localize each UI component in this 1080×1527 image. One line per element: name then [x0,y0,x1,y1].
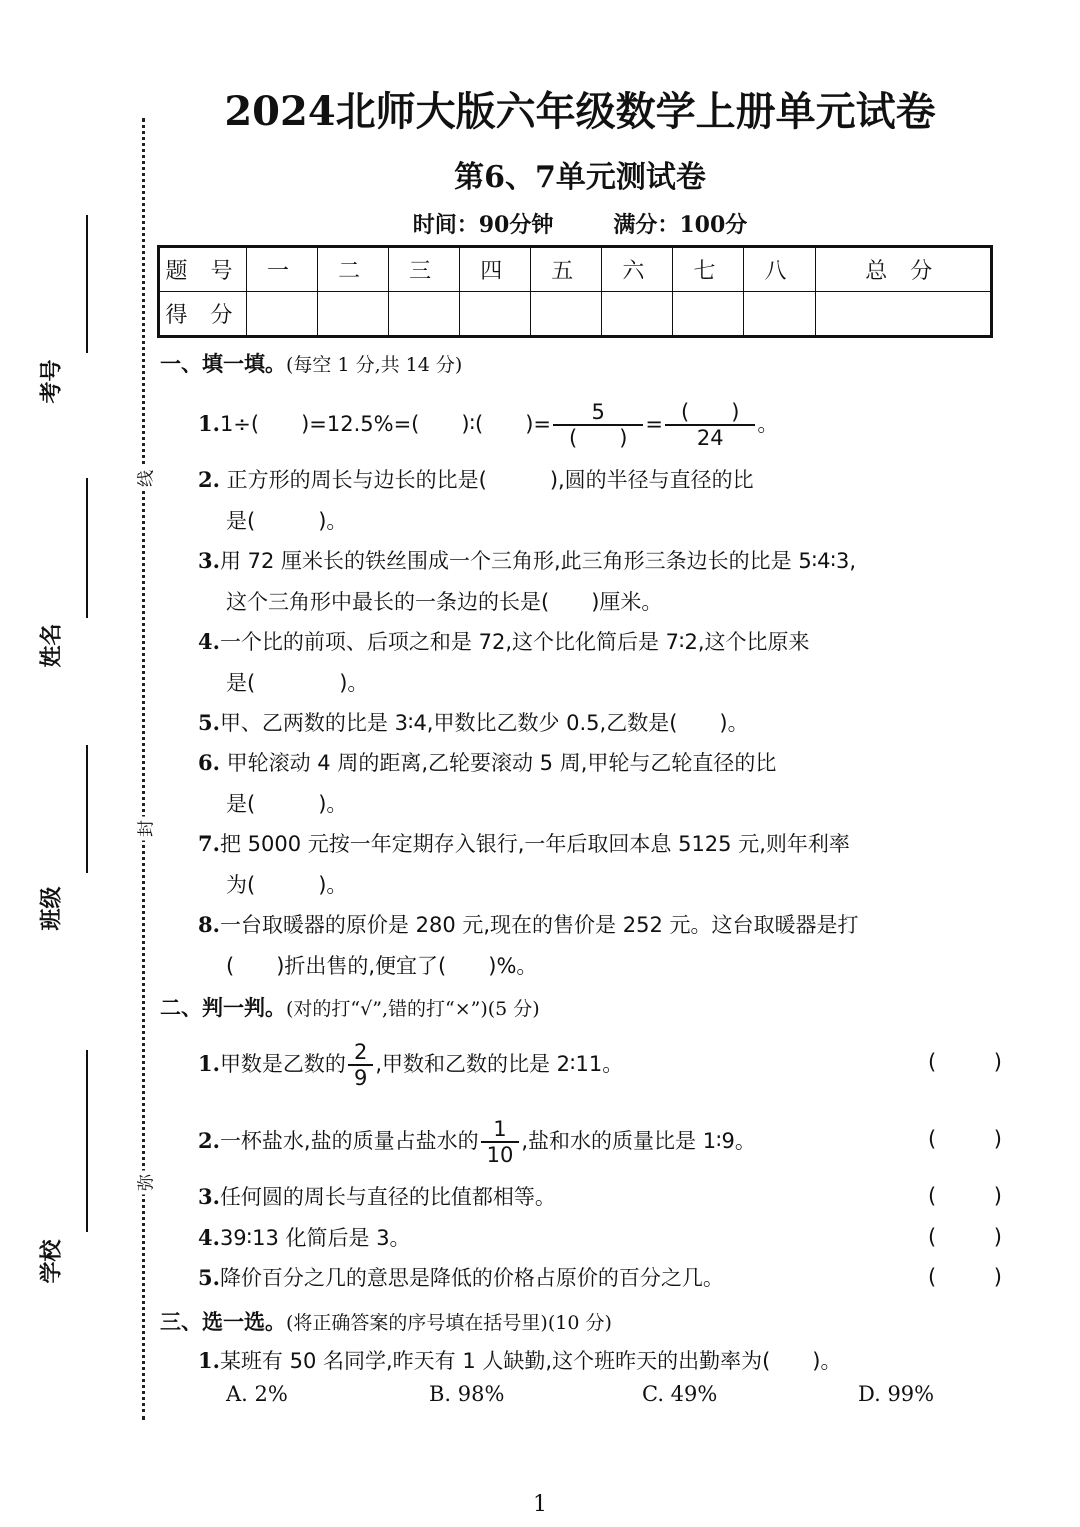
question-number: 4. [198,1225,220,1250]
exam-meta [150,208,1010,239]
fraction [665,400,755,450]
section-1-note: (每空 1 分,共 14 分) [286,354,463,376]
full-score: 满分：100分 [613,212,748,238]
question-text: 39∶13 化简后是 3。 [219,1226,411,1250]
question-number: 8. [198,912,220,937]
denominator-blank[interactable]: ( ) [569,426,628,450]
exam-subtitle: 第6、7单元测试卷 [454,160,706,195]
question-text-cont: 是( )。 [226,671,369,695]
denominator: 9 [353,1066,368,1090]
answer-blank[interactable] [928,1217,1002,1258]
paren-open: ( [928,1050,937,1074]
question-number: 1. [198,411,220,436]
question-text: 降价百分之几的意思是降低的价格占原价的百分之几。 [219,1266,724,1290]
paren-close: ) [993,1265,1002,1289]
s1-question-7 [198,823,1008,906]
paren-close: ) [993,1184,1002,1208]
exam-title: 2024北师大版六年级数学上册单元试卷 [224,88,936,135]
score-header-cell: 四 [460,247,531,292]
question-text: 甲轮滚动 4 周的距离,乙轮要滚动 5 周,甲轮与乙轮直径的比 [226,751,777,775]
seal-word-mi: 弥 [132,1171,157,1195]
seal-word-xian: 线 [132,467,157,491]
s2-question-4 [198,1217,1008,1259]
section-3-note: (将正确答案的序号填在括号里)(10 分) [286,1312,612,1334]
score-input-cell[interactable] [744,292,815,337]
s2-question-1 [198,1040,1008,1090]
score-row-label: 得 分 [159,292,247,337]
question-text-cont: 是( )。 [226,509,348,533]
answer-blank[interactable] [928,1119,1002,1160]
question-text: 1÷( )=12.5%=( )∶( )= [219,412,552,436]
option-b[interactable]: B. 98% [429,1382,505,1406]
score-table-score-row [159,292,992,337]
question-number: 3. [198,1184,220,1209]
denominator: 10 [486,1143,514,1167]
school-label: 学校 [39,1239,65,1284]
score-header-cell: 二 [318,247,389,292]
class-line[interactable] [86,745,88,873]
score-header-cell: 三 [389,247,460,292]
paren-close: ) [993,1050,1002,1074]
question-text: 用 72 厘米长的铁丝围成一个三角形,此三角形三条边长的比是 5∶4∶3, [219,549,857,573]
score-header-cell: 八 [744,247,815,292]
question-text: 一个比的前项、后项之和是 72,这个比化简后是 7∶2,这个比原来 [219,630,810,654]
score-header-cell: 六 [602,247,673,292]
time-limit: 时间：90分钟 [412,212,554,238]
option-d[interactable]: D. 99% [858,1382,935,1406]
s1-question-8 [198,904,1008,987]
equals-sign: = [645,412,664,436]
score-header-cell: 七 [673,247,744,292]
section-3-name: 三、选一选。 [160,1310,286,1334]
s1-question-1 [198,400,1008,450]
question-text: 某班有 50 名同学,昨天有 1 人缺勤,这个班昨天的出勤率为( )。 [219,1349,842,1373]
question-text: ,甲数和乙数的比是 2∶11。 [375,1052,624,1076]
score-input-cell[interactable] [602,292,673,337]
s2-question-5 [198,1257,1008,1299]
score-input-cell[interactable] [460,292,531,337]
score-input-cell[interactable] [673,292,744,337]
section-1-heading [160,348,462,378]
question-text-cont: ( )折出售的,便宜了( )%。 [226,954,538,978]
option-c[interactable]: C. 49% [642,1382,718,1406]
score-input-cell[interactable] [247,292,318,337]
name-line[interactable] [86,478,88,618]
s1-question-4 [198,621,1008,704]
answer-blank[interactable] [928,1042,1002,1083]
question-text: ,盐和水的质量比是 1∶9。 [521,1129,756,1153]
question-text: 正方形的周长与边长的比是( ),圆的半径与直径的比 [226,468,754,492]
question-number: 3. [198,548,220,573]
seal-word-feng: 封 [132,817,157,841]
question-number: 5. [198,710,220,735]
question-number: 2. [198,467,220,492]
question-text-cont: 为( )。 [226,873,348,897]
paren-close: ) [993,1225,1002,1249]
score-header-cell: 题 号 [159,247,247,292]
class-label: 班级 [39,886,65,931]
section-2-heading [160,992,540,1022]
option-a[interactable]: A. 2% [226,1382,288,1406]
section-3-heading [160,1306,612,1336]
score-input-cell[interactable] [815,292,992,337]
question-number: 4. [198,629,220,654]
paren-open: ( [928,1265,937,1289]
name-label: 姓名 [39,623,65,668]
paren-open: ( [928,1184,937,1208]
fraction [348,1040,373,1090]
question-text: 把 5000 元按一年定期存入银行,一年后取回本息 5125 元,则年利率 [219,832,850,856]
page-number: 1 [533,1492,547,1517]
numerator-blank[interactable]: ( ) [681,400,740,424]
question-text: 一台取暖器的原价是 280 元,现在的售价是 252 元。这台取暖器是打 [219,913,859,937]
numerator: 5 [591,400,605,424]
numerator: 1 [493,1117,507,1141]
period: 。 [757,412,779,436]
question-text: 任何圆的周长与直径的比值都相等。 [219,1185,556,1209]
numerator: 2 [353,1040,368,1064]
question-text-cont: 这个三角形中最长的一条边的长是( )厘米。 [226,590,663,614]
score-table-header-row [159,247,992,292]
paren-close: ) [993,1127,1002,1151]
s2-question-2 [198,1117,1008,1167]
section-2-name: 二、判一判。 [160,996,286,1020]
paren-open: ( [928,1225,937,1249]
section-2-note: (对的打“√”,错的打“×”)(5 分) [286,998,540,1020]
exam-number-line[interactable] [86,215,88,353]
exam-number-label: 考号 [39,359,65,404]
score-input-cell[interactable] [531,292,602,337]
score-table [157,245,993,338]
answer-blank[interactable] [928,1257,1002,1298]
answer-blank[interactable] [928,1176,1002,1217]
question-number: 5. [198,1265,220,1290]
section-1-name: 一、填一填。 [160,352,286,376]
score-input-cell[interactable] [318,292,389,337]
score-input-cell[interactable] [389,292,460,337]
question-text: 甲数是乙数的 [219,1052,346,1076]
s3-question-1 [198,1340,1008,1382]
s1-question-3 [198,540,1008,623]
score-header-cell: 总 分 [815,247,992,292]
s1-question-2 [198,459,1008,542]
question-text: 一杯盐水,盐的质量占盐水的 [219,1129,479,1153]
s1-question-6 [198,742,1008,825]
score-header-cell: 五 [531,247,602,292]
paren-open: ( [928,1127,937,1151]
question-number: 1. [198,1348,220,1373]
question-number: 6. [198,750,220,775]
question-number: 2. [198,1128,220,1153]
school-line[interactable] [86,1050,88,1232]
fraction [553,400,643,450]
question-number: 7. [198,831,220,856]
denominator: 24 [696,426,724,450]
s1-question-5 [198,702,1008,744]
seal-dotted-line [142,118,145,1420]
score-header-cell: 一 [247,247,318,292]
question-text-cont: 是( )。 [226,792,348,816]
question-text: 甲、乙两数的比是 3∶4,甲数比乙数少 0.5,乙数是( )。 [219,711,749,735]
question-number: 1. [198,1051,220,1076]
s2-question-3 [198,1176,1008,1218]
fraction [481,1117,520,1167]
